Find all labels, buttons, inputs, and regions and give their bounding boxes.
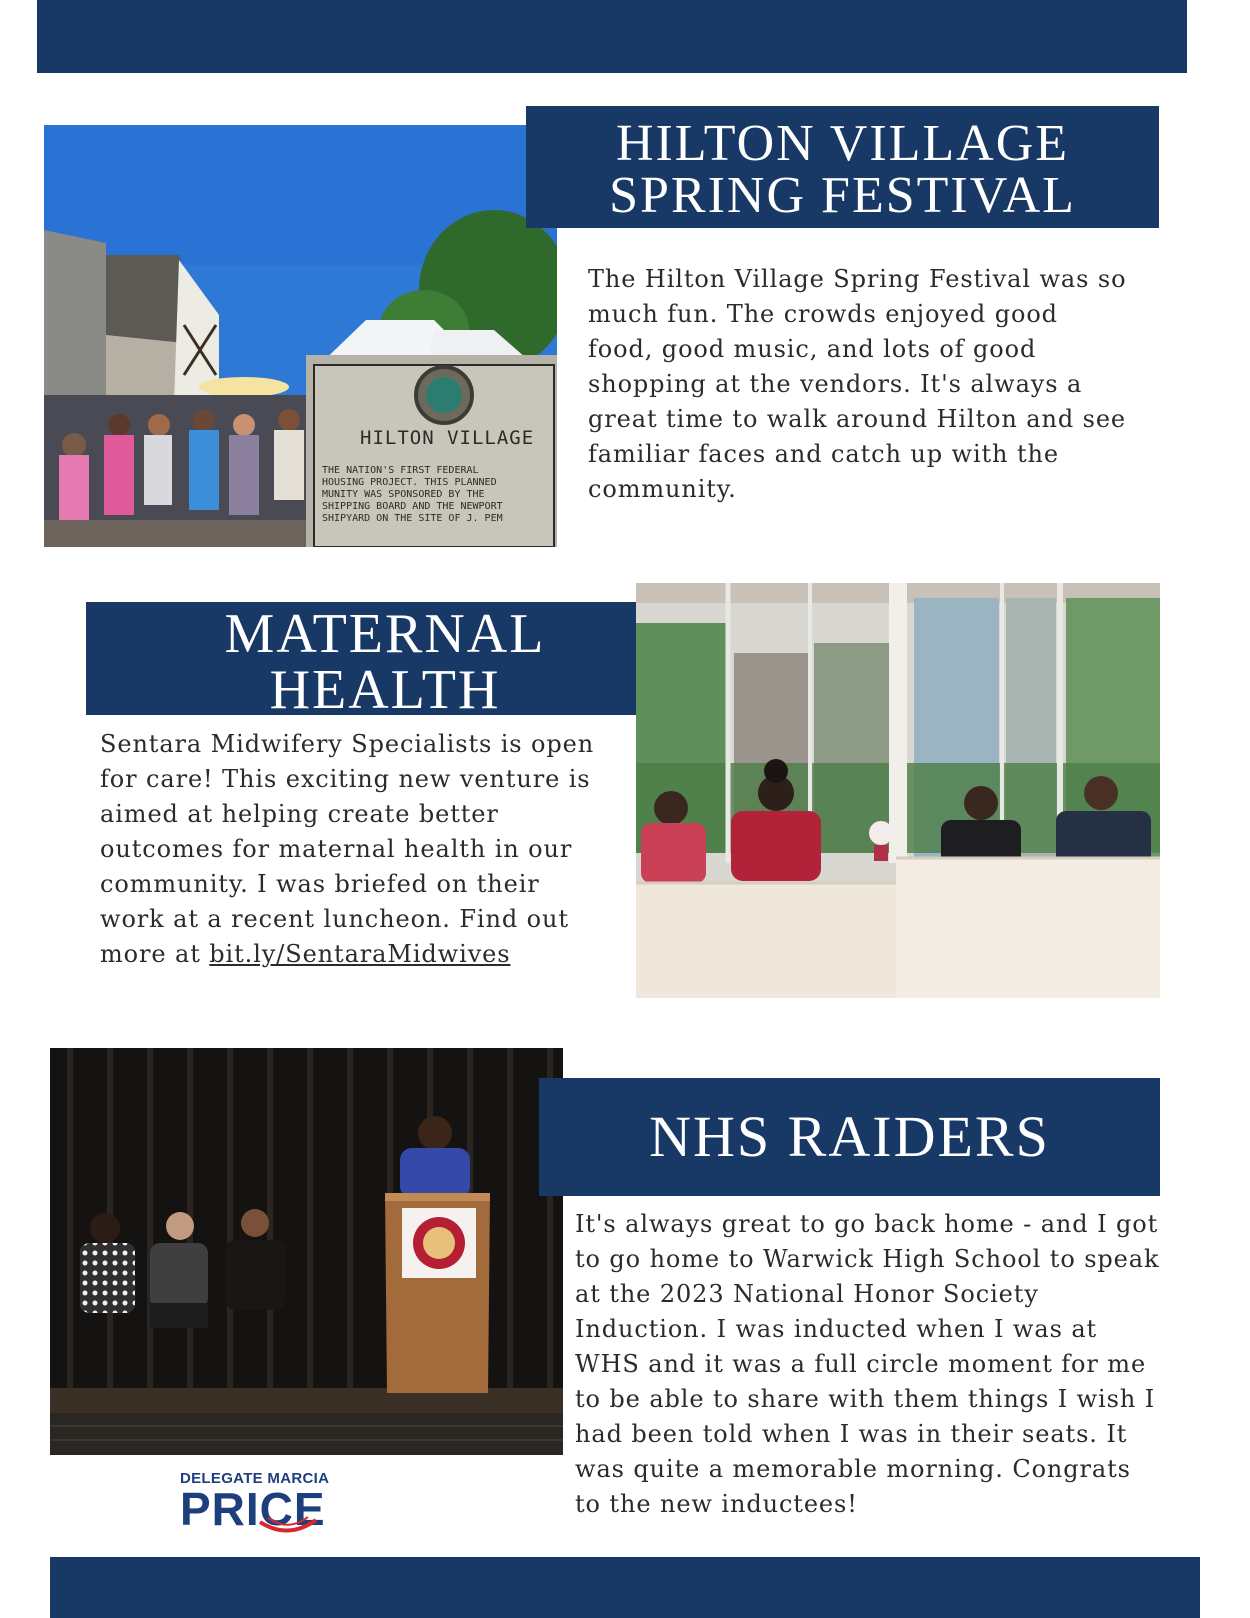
sign-text-line: THE NATION'S FIRST FEDERAL bbox=[322, 465, 479, 476]
maternal-photo bbox=[636, 583, 1160, 998]
maternal-title bbox=[86, 602, 684, 721]
festival-title-line2: SPRING FESTIVAL bbox=[609, 167, 1076, 224]
nhs-photo bbox=[50, 1048, 563, 1455]
maternal-body bbox=[100, 727, 610, 972]
sign-text-line: HOUSING PROJECT. THIS PLANNED bbox=[322, 477, 497, 488]
sign-text-line: MUNITY WAS SPONSORED BY THE bbox=[322, 489, 485, 500]
sign-text-line: SHIPPING BOARD AND THE NEWPORT bbox=[322, 501, 503, 512]
festival-photo bbox=[44, 125, 557, 547]
logo-swoosh-icon bbox=[258, 1516, 318, 1538]
festival-title bbox=[526, 106, 1159, 228]
sign-text bbox=[322, 465, 503, 525]
delegate-price-logo bbox=[180, 1470, 360, 1540]
maternal-title-line2: HEALTH bbox=[269, 659, 501, 721]
logo-line2: PRICE bbox=[180, 1483, 326, 1535]
festival-body: The Hilton Village Spring Festival was so much fun. The crowds enjoyed good food, good music, and lots of good shopping at the vendors. It's always a great time to walk around Hilton and see familiar faces and catch up with the community. bbox=[588, 265, 1127, 503]
nhs-body: It's always great to go back home - and I got to go home to Warwick High School to speak at the 2023 National Honor Society Induction. I was inducted when I was at WHS and it was a full circle moment for me to be able to share with them things I wish I had been told when I was in their seats. It was quite a memorable morning. Congrats to the new inductees! bbox=[575, 1210, 1160, 1518]
sign-text-line: SHIPYARD ON THE SITE OF J. PEM bbox=[322, 513, 503, 524]
logo-line1: DELEGATE MARCIA bbox=[180, 1470, 330, 1487]
top-banner-bar bbox=[37, 0, 1187, 73]
maternal-title-line1: MATERNAL bbox=[224, 603, 546, 665]
nhs-title: NHS RAIDERS bbox=[539, 1078, 1160, 1196]
sentara-midwives-link[interactable]: bit.ly/SentaraMidwives bbox=[209, 940, 511, 968]
maternal-body-text: Sentara Midwifery Specialists is open for care! This exciting new venture is aimed at helping create better outcomes for maternal health in our community. I was briefed on their work at a recent luncheon. Find out more at bbox=[100, 730, 595, 968]
sign-title: HILTON VILLAGE bbox=[360, 427, 535, 449]
festival-title-line1: HILTON VILLAGE bbox=[615, 115, 1070, 172]
bottom-banner-bar bbox=[50, 1557, 1200, 1618]
